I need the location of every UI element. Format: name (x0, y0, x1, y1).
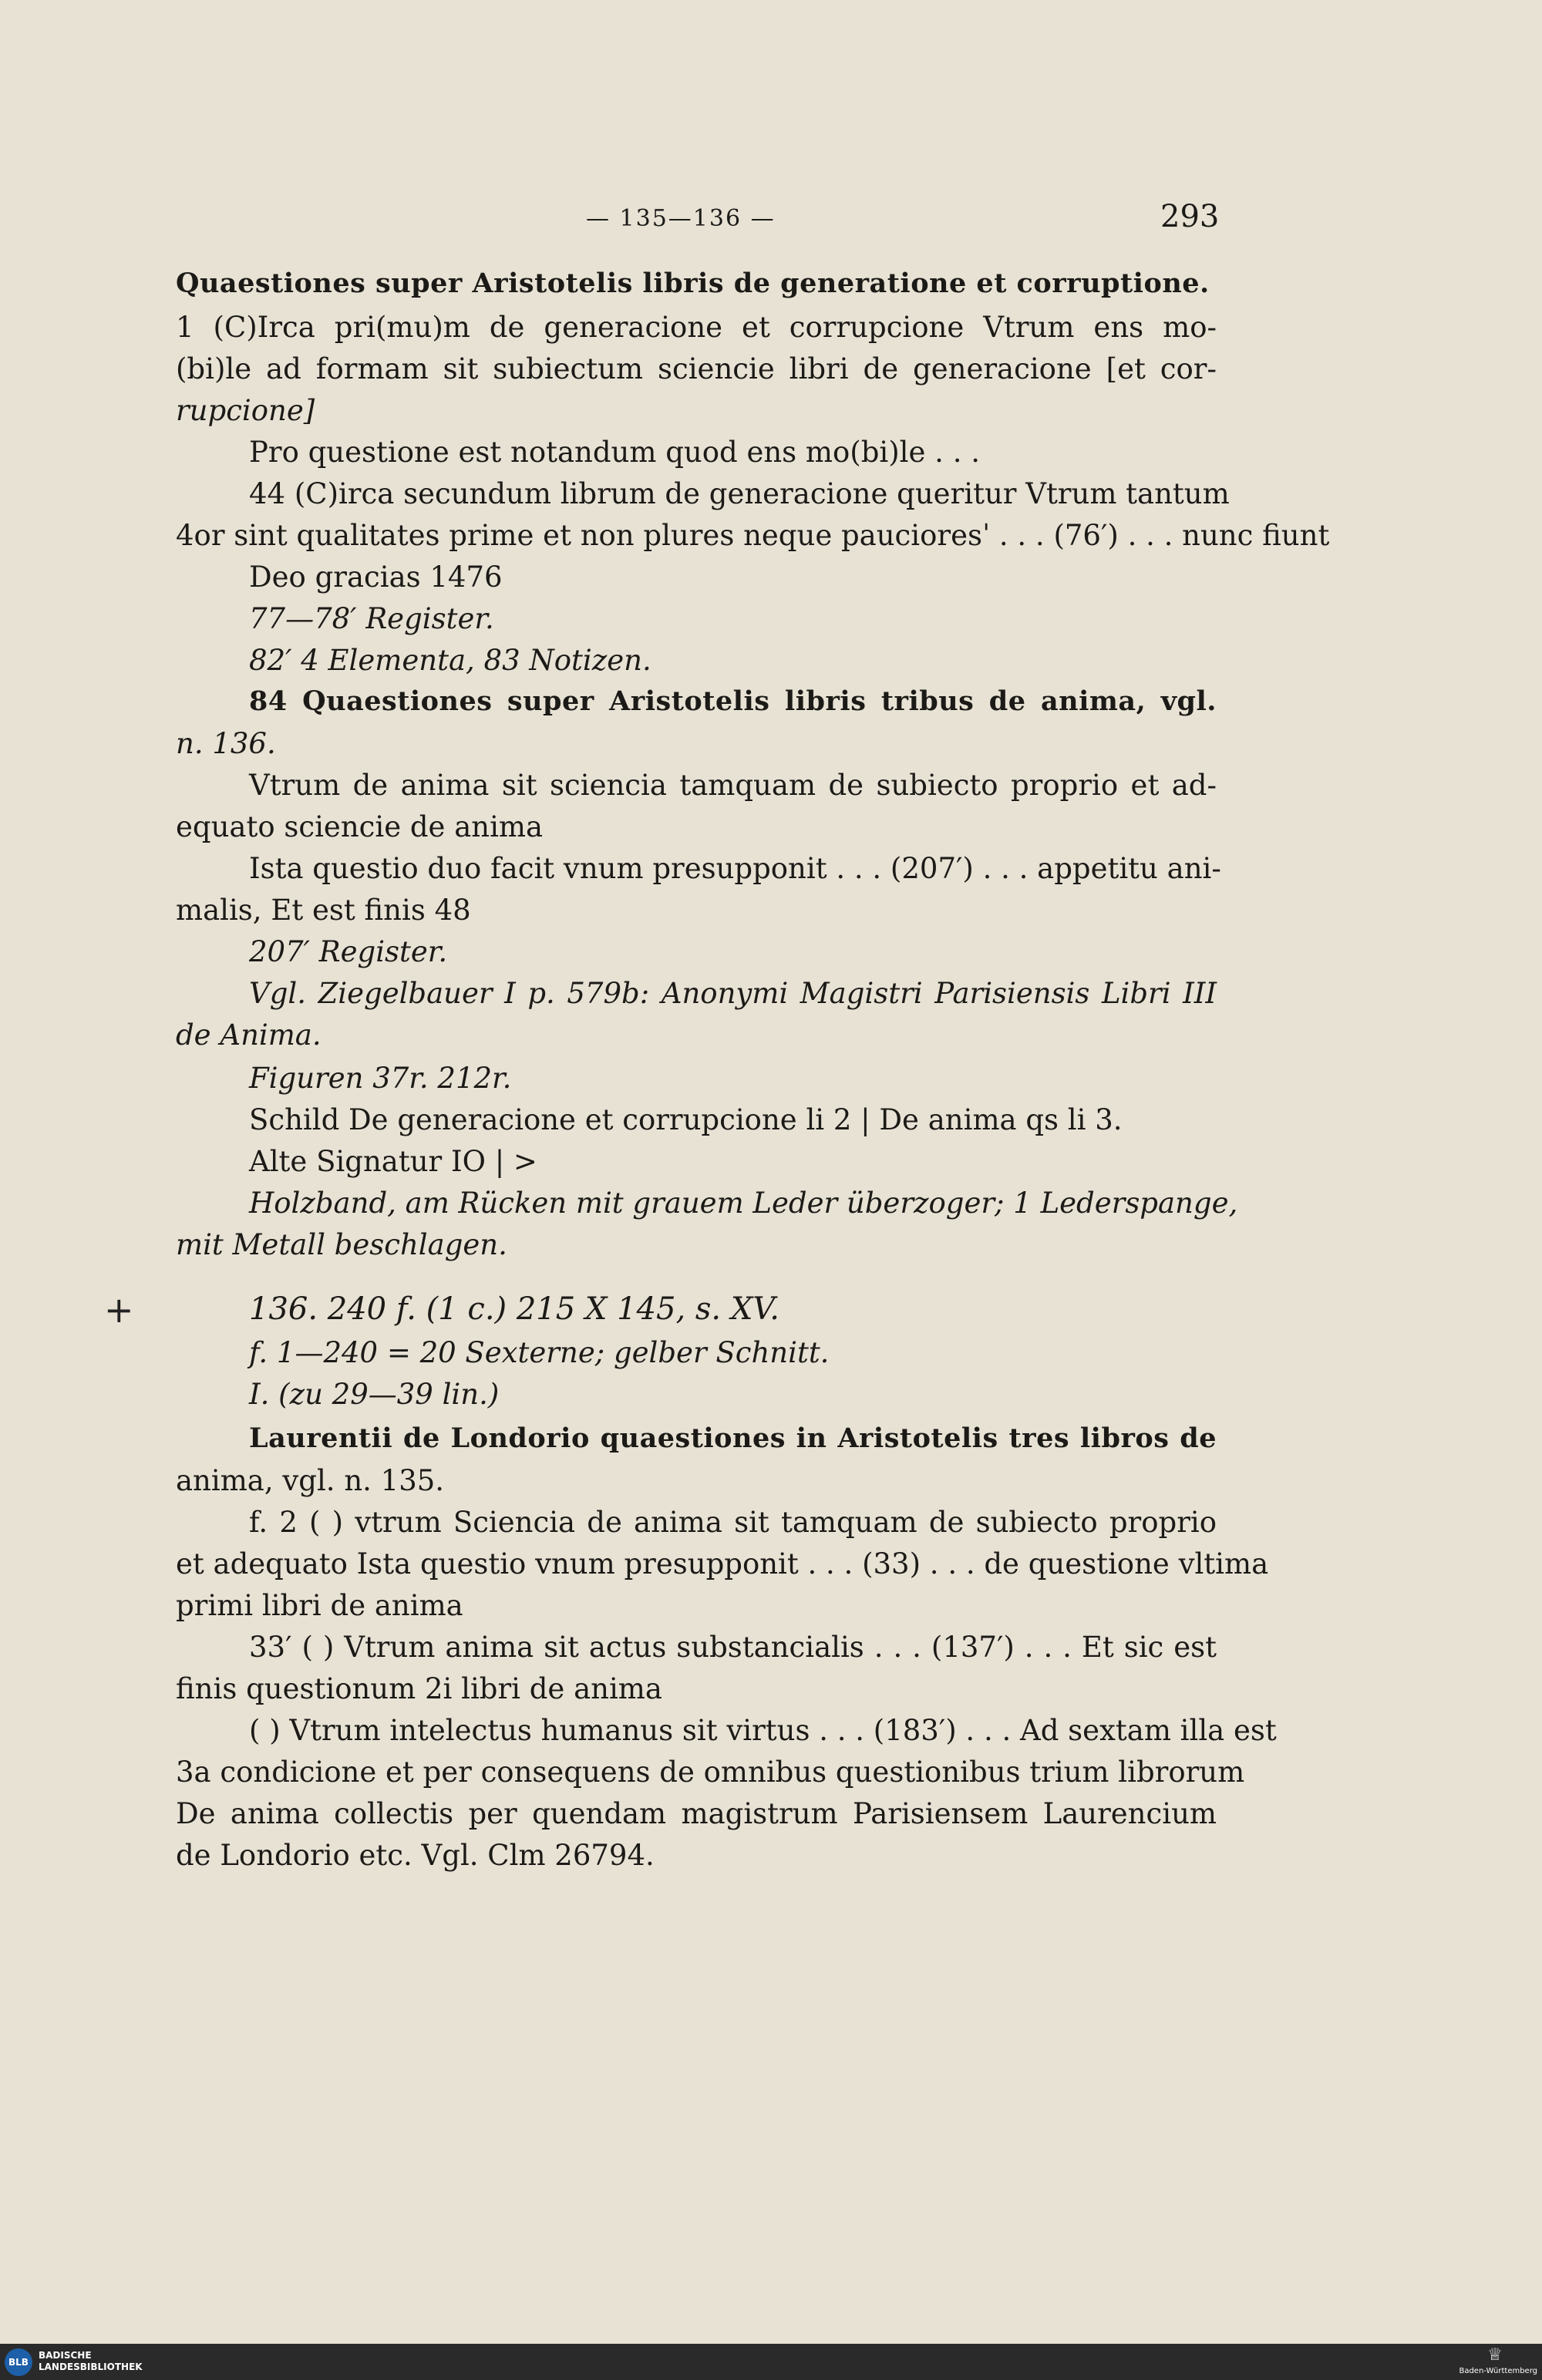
text-line: 207′ Register. (249, 935, 448, 968)
text-line: 77—78′ Register. (249, 602, 494, 635)
margin-cross-mark: + (104, 1289, 134, 1331)
text-line: ( ) Vtrum intelectus humanus sit virtus . . . (183′) . . . Ad sextam illa est (249, 1714, 1277, 1747)
text-line: Deo gracias 1476 (249, 560, 503, 594)
text-line: equato sciencie de anima (176, 810, 544, 843)
text-line: Vgl. Ziegelbauer I p. 579b: Anonymi Magistri Parisiensis Libri III (249, 977, 1217, 1010)
text-line: 44 (C)irca secundum librum de generacione queritur Vtrum tantum (249, 477, 1230, 510)
state-name: Baden-Württemberg (1459, 2367, 1537, 2375)
text-line: n. 136. (176, 727, 276, 760)
text-line: Ista questio duo facit vnum presupponit . . . (207′) . . . appetitu ani- (249, 852, 1221, 885)
heading-anima: 84 Quaestiones super Aristotelis libris tribus de anima, vgl. (249, 685, 1217, 717)
footer-bar (0, 2344, 1542, 2380)
entry-range: — 135—136 — (586, 205, 776, 232)
blb-logo-icon[interactable]: BLB (5, 2348, 32, 2376)
library-name (39, 2350, 143, 2373)
heading-generatione: Quaestiones super Aristotelis libris de generatione et corruptione. (176, 268, 1210, 299)
text-line: de Anima. (176, 1018, 322, 1052)
entry-136-heading: 136. 240 f. (1 c.) 215 X 145, s. XV. (249, 1291, 779, 1327)
text-line: Holzband, am Rücken mit grauem Leder überzoger; 1 Lederspange, (249, 1187, 1238, 1220)
text-line: et adequato Ista questio vnum presupponit . . . (33) . . . de questione vltima (176, 1547, 1269, 1580)
text-line: I. (zu 29—39 lin.) (249, 1378, 500, 1411)
library-name-line2: LANDESBIBLIOTHEK (39, 2361, 143, 2372)
text-line: Alte Signatur IO | > (249, 1145, 537, 1178)
text-line: finis questionum 2i libri de anima (176, 1672, 662, 1705)
text-line: Schild De generacione et corrupcione li 2 | De anima qs li 3. (249, 1103, 1123, 1136)
heading-londorio: Laurentii de Londorio quaestiones in Aristotelis tres libros de (249, 1422, 1217, 1454)
library-name-line1: BADISCHE (39, 2350, 92, 2361)
text-line: f. 1—240 = 20 Sexterne; gelber Schnitt. (249, 1336, 830, 1369)
text-line: rupcione] (176, 394, 315, 427)
text-line: anima, vgl. n. 135. (176, 1464, 445, 1497)
coat-of-arms-icon: ♕ (1487, 2345, 1503, 2365)
page-number: 293 (1160, 199, 1220, 234)
running-header (0, 199, 1542, 237)
text-line: 4or sint qualitates prime et non plures neque paucioresˈ . . . (76′) . . . nunc fiunt (176, 519, 1330, 552)
text-line: 1 (C)Irca pri(mu)m de generacione et corrupcione Vtrum ens mo- (176, 311, 1217, 344)
text-line: (bi)le ad formam sit subiectum sciencie libri de generacione [et cor- (176, 352, 1217, 385)
text-line: primi libri de anima (176, 1589, 463, 1622)
text-line: Pro questione est notandum quod ens mo(bi)le . . . (249, 436, 980, 469)
text-line: f. 2 ( ) vtrum Sciencia de anima sit tamquam de subiecto proprio (249, 1506, 1217, 1539)
text-line: malis, Et est finis 48 (176, 894, 471, 927)
text-line: 82′ 4 Elementa, 83 Notizen. (249, 644, 651, 677)
text-line: 33′ ( ) Vtrum anima sit actus substancialis . . . (137′) . . . Et sic est (249, 1631, 1217, 1664)
text-line: De anima collectis per quendam magistrum Parisiensem Laurencium (176, 1797, 1217, 1830)
text-line: 3a condicione et per consequens de omnibus questionibus trium librorum (176, 1756, 1245, 1789)
text-line: de Londorio etc. Vgl. Clm 26794. (176, 1839, 655, 1872)
text-line: mit Metall beschlagen. (176, 1228, 507, 1261)
text-line: Figuren 37r. 212r. (249, 1062, 512, 1095)
text-line: Vtrum de anima sit sciencia tamquam de subiecto proprio et ad- (249, 769, 1217, 802)
